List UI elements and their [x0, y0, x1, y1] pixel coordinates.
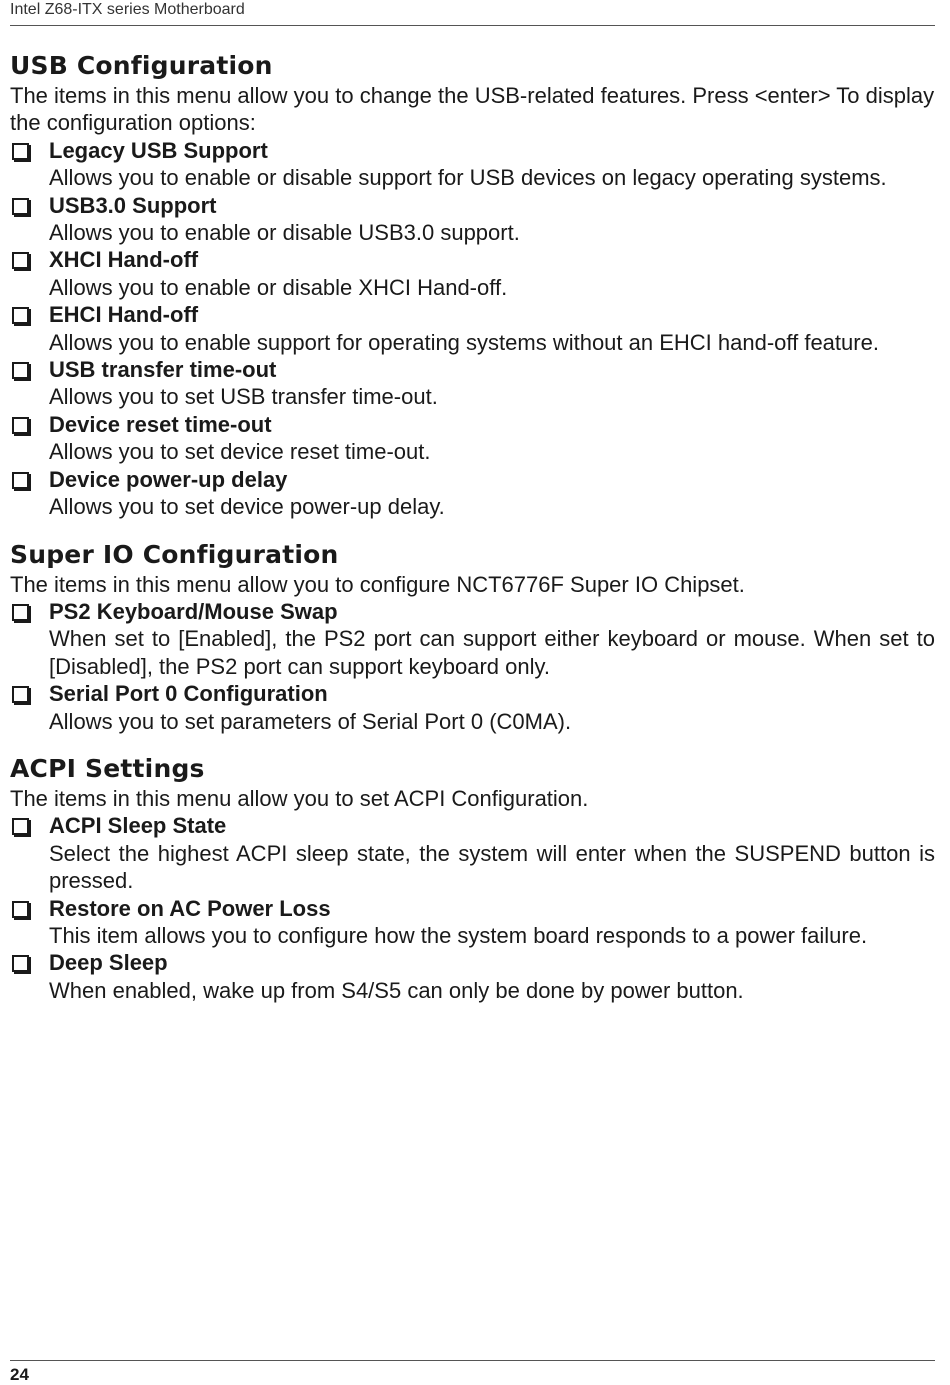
item-description: Select the highest ACPI sleep state, the system will enter when the SUSPEND button is pressed. [49, 840, 935, 894]
list-item [10, 301, 935, 356]
checkbox-bullet-icon [12, 143, 29, 160]
section-intro: The items in this menu allow you to change the USB-related features. Press <enter> To display the configuration options: [10, 83, 935, 136]
item-description: Allows you to enable support for operating systems without an EHCI hand-off feature. [49, 329, 879, 355]
page-number: 24 [10, 1365, 29, 1384]
checkbox-bullet-icon [12, 362, 29, 379]
section-acpi-settings [10, 753, 935, 1004]
item-title: USB3.0 Support [49, 192, 217, 218]
list-item [10, 246, 935, 301]
running-header-title: Intel Z68-ITX series Motherboard [10, 1, 245, 18]
item-description: This item allows you to configure how the system board responds to a power failure. [49, 922, 868, 948]
item-title: Device power-up delay [49, 466, 288, 492]
checkbox-bullet-icon [12, 604, 29, 621]
item-description: Allows you to enable or disable XHCI Hand-off. [49, 274, 508, 300]
list-item [10, 466, 935, 521]
running-footer [10, 1360, 935, 1384]
item-description: Allows you to set USB transfer time-out. [49, 384, 438, 410]
section-title: USB Configuration [10, 51, 273, 80]
page-content [10, 50, 935, 1022]
checkbox-bullet-icon [12, 901, 29, 918]
checkbox-bullet-icon [12, 955, 29, 972]
list-item [10, 812, 935, 894]
list-item [10, 895, 935, 950]
list-item [10, 680, 935, 735]
item-title: EHCI Hand-off [49, 302, 199, 328]
checkbox-bullet-icon [12, 198, 29, 215]
list-item [10, 356, 935, 411]
item-title: Restore on AC Power Loss [49, 895, 331, 921]
section-title: ACPI Settings [10, 753, 205, 783]
item-list [10, 137, 935, 521]
section-usb-configuration [10, 50, 935, 521]
running-header [10, 0, 935, 26]
list-item [10, 411, 935, 466]
checkbox-bullet-icon [12, 472, 29, 489]
item-title: PS2 Keyboard/Mouse Swap [49, 598, 338, 624]
checkbox-bullet-icon [12, 252, 29, 269]
item-title: Device reset time-out [49, 411, 272, 437]
list-item [10, 598, 935, 680]
item-title: Deep Sleep [49, 950, 168, 976]
item-description: Allows you to enable or disable support for USB devices on legacy operating systems. [49, 165, 887, 191]
checkbox-bullet-icon [12, 307, 29, 324]
item-title: ACPI Sleep State [49, 813, 227, 839]
section-intro: The items in this menu allow you to configure NCT6776F Super IO Chipset. [10, 571, 745, 597]
item-description: Allows you to enable or disable USB3.0 support. [49, 220, 520, 246]
section-intro: The items in this menu allow you to set ACPI Configuration. [10, 785, 589, 811]
item-list [10, 598, 935, 735]
item-description: When enabled, wake up from S4/S5 can only be done by power button. [49, 977, 744, 1003]
item-description: Allows you to set device power-up delay. [49, 494, 445, 520]
section-super-io-configuration [10, 539, 935, 735]
list-item [10, 192, 935, 247]
item-title: USB transfer time-out [49, 357, 277, 383]
item-title: XHCI Hand-off [49, 247, 199, 273]
item-description: Allows you to set device reset time-out. [49, 439, 431, 465]
item-title: Legacy USB Support [49, 137, 268, 163]
checkbox-bullet-icon [12, 818, 29, 835]
checkbox-bullet-icon [12, 417, 29, 434]
item-title: Serial Port 0 Configuration [49, 681, 328, 707]
section-title: Super IO Configuration [10, 539, 339, 569]
list-item [10, 949, 935, 1004]
checkbox-bullet-icon [12, 686, 29, 703]
item-description: Allows you to set parameters of Serial Port 0 (C0MA). [49, 708, 572, 734]
list-item [10, 137, 935, 192]
item-description: When set to [Enabled], the PS2 port can support either keyboard or mouse. When set to [Disabled], the PS2 port can support keyboard only. [49, 626, 935, 679]
item-list [10, 812, 935, 1004]
